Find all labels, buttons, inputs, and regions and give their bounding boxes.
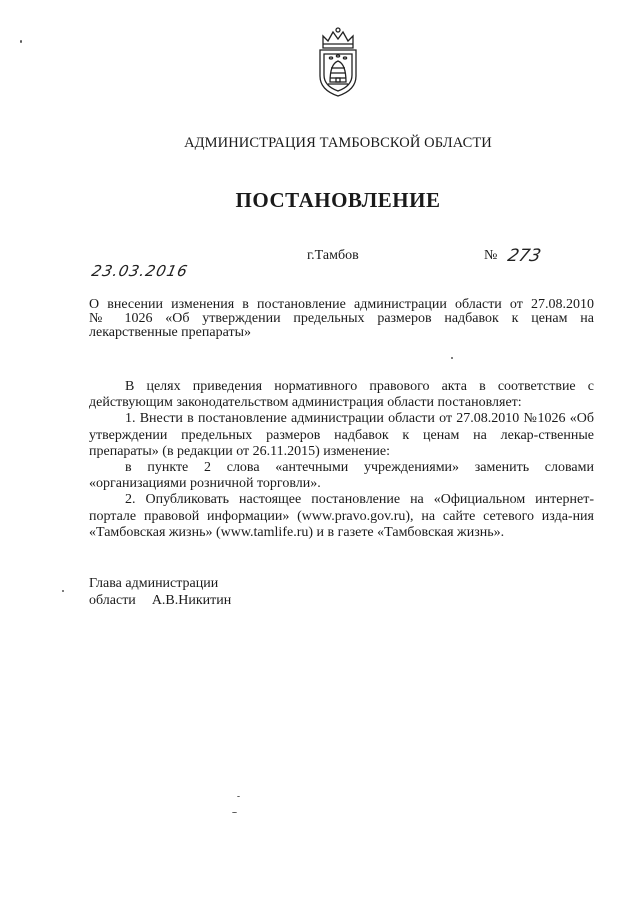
body-paragraph: 2. Опубликовать настоящее постановление на «Официальном интернет-портале правовой информации» (www.pravo.gov.ru), на сайте сетевого изда-ния «Тамбовская жизнь» (www.tamlife.ru) и в газете «Тамбовская жизнь».	[89, 492, 594, 540]
scan-speck	[237, 796, 240, 797]
body-paragraph: в пункте 2 слова «антечными учреждениями» заменить словами «организациями розничной торговли».	[89, 460, 594, 492]
signer-line2	[89, 592, 231, 609]
number-label: №	[484, 248, 498, 263]
handwritten-date: 23.03.2016	[90, 262, 190, 280]
signer-title-line2: области	[89, 593, 136, 608]
subject-line: № 1026 «Об утверждении предельных размеров надбавок к ценам на	[89, 311, 594, 326]
body-paragraph: 1. Внести в постановление администрации области от 27.08.2010 №1026 «Об утверждении предельных размеров надбавок к ценам на лекар-ственные препараты» (в редакции от 26.11.2015) изменение:	[89, 411, 594, 459]
body-paragraph: В целях приведения нормативного правового акта в соответствие с действующим законодательством администрация области постановляет:	[89, 379, 594, 411]
document-body	[89, 379, 594, 541]
organization-name: АДМИНИСТРАЦИЯ ТАМБОВСКОЙ ОБЛАСТИ	[184, 135, 492, 151]
signer-title-line1: Глава администрации	[89, 576, 219, 591]
document-type-title: ПОСТАНОВЛЕНИЕ	[235, 188, 441, 212]
city: г.Тамбов	[307, 248, 359, 263]
scan-speck	[451, 357, 453, 359]
document-subject	[89, 298, 594, 340]
scan-speck	[20, 40, 22, 43]
scan-speck	[232, 812, 237, 813]
scan-speck	[62, 590, 64, 592]
coat-of-arms-icon	[313, 26, 363, 98]
handwritten-number: 273	[505, 246, 543, 266]
subject-line: лекарственные препараты»	[89, 325, 251, 340]
signature-block	[89, 575, 231, 609]
subject-line: О внесении изменения в постановление администрации области от 27.08.2010	[89, 297, 594, 312]
signer-name: А.В.Никитин	[151, 593, 232, 608]
